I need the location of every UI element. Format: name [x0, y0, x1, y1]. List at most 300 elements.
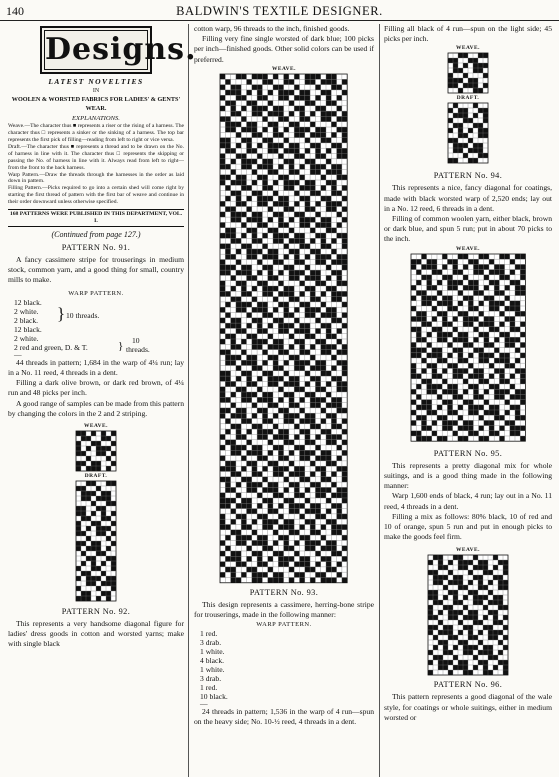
riser-cell — [263, 540, 268, 545]
riser-cell — [453, 68, 458, 73]
riser-cell — [326, 217, 331, 222]
riser-cell — [252, 249, 257, 254]
riser-cell — [242, 243, 247, 248]
riser-cell — [252, 296, 257, 301]
explanation-warp: Warp Pattern.—Draw the threads through the harnesses in the order as laid down in pattern. — [8, 171, 184, 185]
riser-cell — [321, 243, 326, 248]
riser-cell — [484, 410, 489, 415]
riser-cell — [300, 514, 305, 519]
riser-cell — [295, 318, 300, 323]
riser-cell — [342, 259, 347, 264]
riser-cell — [468, 425, 473, 430]
riser-cell — [305, 556, 310, 561]
riser-cell — [326, 461, 331, 466]
riser-cell — [242, 514, 247, 519]
riser-cell — [242, 339, 247, 344]
riser-cell — [300, 323, 305, 328]
riser-cell — [242, 180, 247, 185]
riser-cell — [332, 402, 337, 407]
riser-cell — [473, 78, 478, 83]
riser-cell — [515, 306, 520, 311]
riser-cell — [252, 424, 257, 429]
riser-cell — [452, 259, 457, 264]
riser-cell — [498, 595, 503, 600]
riser-cell — [428, 560, 433, 565]
riser-cell — [236, 503, 241, 508]
riser-cell — [448, 580, 453, 585]
riser-cell — [326, 228, 331, 233]
riser-cell — [220, 153, 225, 158]
riser-cell — [236, 471, 241, 476]
riser-cell — [289, 577, 294, 582]
riser-cell — [252, 254, 257, 259]
riser-cell — [428, 610, 433, 615]
riser-cell — [247, 477, 252, 482]
riser-cell — [236, 201, 241, 206]
riser-cell — [247, 487, 252, 492]
riser-cell — [321, 259, 326, 264]
riser-cell — [284, 286, 289, 291]
riser-cell — [342, 291, 347, 296]
riser-cell — [236, 387, 241, 392]
riser-cell — [452, 430, 457, 435]
riser-cell — [300, 445, 305, 450]
riser-cell — [468, 300, 473, 305]
riser-cell — [498, 575, 503, 580]
riser-cell — [321, 365, 326, 370]
riser-cell — [478, 415, 483, 420]
riser-cell — [478, 347, 483, 352]
pattern-95-body-3: Filling a mix as follows: 80% black, 10 of red and 10 of orange, spun 5 run and put in enough picks to make the goods feel firm. — [384, 511, 552, 542]
riser-cell — [337, 530, 342, 535]
riser-cell — [428, 650, 433, 655]
riser-cell — [111, 586, 116, 591]
riser-cell — [316, 270, 321, 275]
riser-cell — [268, 286, 273, 291]
riser-cell — [463, 118, 468, 123]
riser-cell — [263, 201, 268, 206]
riser-cell — [268, 392, 273, 397]
riser-cell — [300, 577, 305, 582]
riser-cell — [279, 222, 284, 227]
riser-cell — [442, 332, 447, 337]
riser-cell — [289, 148, 294, 153]
riser-cell — [220, 514, 225, 519]
riser-cell — [300, 387, 305, 392]
riser-cell — [242, 397, 247, 402]
riser-cell — [310, 169, 315, 174]
riser-cell — [463, 53, 468, 58]
riser-cell — [226, 440, 231, 445]
riser-cell — [279, 387, 284, 392]
riser-cell — [421, 399, 426, 404]
riser-cell — [520, 342, 525, 347]
riser-cell — [489, 373, 494, 378]
riser-cell — [263, 265, 268, 270]
riser-cell — [503, 570, 508, 575]
riser-cell — [342, 79, 347, 84]
riser-cell — [447, 306, 452, 311]
pattern-94-weave-label: WEAVE. — [455, 245, 481, 252]
riser-cell — [458, 555, 463, 560]
riser-cell — [432, 269, 437, 274]
riser-cell — [263, 519, 268, 524]
riser-cell — [236, 323, 241, 328]
riser-cell — [273, 201, 278, 206]
riser-cell — [231, 487, 236, 492]
riser-cell — [236, 281, 241, 286]
riser-cell — [411, 430, 416, 435]
riser-cell — [101, 526, 106, 531]
riser-cell — [411, 363, 416, 368]
riser-cell — [473, 394, 478, 399]
riser-cell — [263, 312, 268, 317]
riser-cell — [268, 79, 273, 84]
riser-cell — [258, 551, 263, 556]
riser-cell — [498, 630, 503, 635]
riser-cell — [468, 645, 473, 650]
riser-cell — [483, 108, 488, 113]
riser-cell — [305, 180, 310, 185]
riser-cell — [101, 496, 106, 501]
riser-cell — [332, 567, 337, 572]
riser-cell — [76, 576, 81, 581]
riser-cell — [305, 312, 310, 317]
pattern-93-draft-label: DRAFT. — [456, 95, 480, 102]
riser-cell — [236, 365, 241, 370]
riser-cell — [337, 201, 342, 206]
riser-cell — [226, 334, 231, 339]
riser-cell — [503, 615, 508, 620]
riser-cell — [300, 217, 305, 222]
riser-cell — [220, 498, 225, 503]
riser-cell — [458, 123, 463, 128]
riser-cell — [337, 424, 342, 429]
riser-cell — [452, 269, 457, 274]
riser-cell — [231, 275, 236, 280]
riser-cell — [442, 337, 447, 342]
riser-cell — [86, 516, 91, 521]
riser-cell — [305, 418, 310, 423]
riser-cell — [442, 254, 447, 259]
riser-cell — [332, 530, 337, 535]
riser-cell — [442, 425, 447, 430]
riser-cell — [263, 243, 268, 248]
riser-cell — [236, 296, 241, 301]
riser-cell — [443, 585, 448, 590]
riser-cell — [242, 95, 247, 100]
riser-cell — [258, 143, 263, 148]
riser-cell — [111, 561, 116, 566]
riser-cell — [310, 392, 315, 397]
riser-cell — [447, 332, 452, 337]
riser-cell — [448, 83, 453, 88]
riser-cell — [432, 285, 437, 290]
riser-cell — [321, 487, 326, 492]
riser-cell — [310, 440, 315, 445]
riser-cell — [295, 365, 300, 370]
riser-cell — [106, 456, 111, 461]
riser-cell — [321, 418, 326, 423]
riser-cell — [81, 541, 86, 546]
pattern-93-weave-label: WEAVE. — [455, 45, 481, 52]
riser-cell — [468, 352, 473, 357]
riser-cell — [300, 360, 305, 365]
riser-cell — [337, 222, 342, 227]
riser-cell — [448, 650, 453, 655]
riser-cell — [295, 530, 300, 535]
riser-cell — [316, 127, 321, 132]
riser-cell — [81, 461, 86, 466]
riser-cell — [231, 190, 236, 195]
riser-cell — [448, 590, 453, 595]
riser-cell — [421, 337, 426, 342]
riser-cell — [252, 318, 257, 323]
riser-cell — [484, 337, 489, 342]
riser-cell — [242, 270, 247, 275]
pattern-95-weave-grid — [427, 554, 509, 676]
riser-cell — [273, 84, 278, 89]
brace-label: 10 — [132, 335, 140, 345]
riser-cell — [258, 84, 263, 89]
riser-cell — [447, 389, 452, 394]
riser-cell — [231, 100, 236, 105]
riser-cell — [432, 363, 437, 368]
riser-cell — [289, 143, 294, 148]
riser-cell — [463, 295, 468, 300]
riser-cell — [252, 508, 257, 513]
riser-cell — [252, 402, 257, 407]
riser-cell — [499, 378, 504, 383]
riser-cell — [473, 575, 478, 580]
riser-cell — [321, 90, 326, 95]
riser-cell — [300, 90, 305, 95]
riser-cell — [448, 630, 453, 635]
riser-cell — [226, 265, 231, 270]
riser-cell — [273, 540, 278, 545]
riser-cell — [332, 312, 337, 317]
riser-cell — [226, 233, 231, 238]
riser-cell — [310, 397, 315, 402]
riser-cell — [305, 455, 310, 460]
riser-cell — [332, 270, 337, 275]
riser-cell — [279, 551, 284, 556]
riser-cell — [231, 508, 236, 513]
riser-cell — [231, 180, 236, 185]
riser-cell — [488, 570, 493, 575]
riser-cell — [332, 122, 337, 127]
riser-cell — [236, 344, 241, 349]
riser-cell — [326, 169, 331, 174]
riser-cell — [226, 249, 231, 254]
riser-cell — [478, 620, 483, 625]
riser-cell — [499, 300, 504, 305]
pattern-91-intro: A fancy cassimere stripe for trouserings in medium stock, common yarn, and a good thing for small, country mills to make. — [8, 255, 184, 285]
riser-cell — [342, 440, 347, 445]
warp-line: 2 white. — [14, 306, 39, 316]
riser-cell — [86, 581, 91, 586]
riser-cell — [279, 318, 284, 323]
riser-cell — [220, 212, 225, 217]
riser-cell — [510, 430, 515, 435]
riser-cell — [504, 352, 509, 357]
riser-cell — [247, 418, 252, 423]
riser-cell — [458, 347, 463, 352]
riser-cell — [263, 466, 268, 471]
riser-cell — [489, 342, 494, 347]
riser-cell — [342, 206, 347, 211]
riser-cell — [305, 100, 310, 105]
riser-cell — [326, 498, 331, 503]
riser-cell — [337, 95, 342, 100]
riser-cell — [268, 312, 273, 317]
riser-cell — [289, 381, 294, 386]
riser-cell — [416, 404, 421, 409]
riser-cell — [493, 615, 498, 620]
riser-cell — [458, 560, 463, 565]
patterns-banner: 168 PATTERNS WERE PUBLISHED IN THIS DEPARTMENT, VOL. I. — [8, 209, 184, 227]
riser-cell — [326, 434, 331, 439]
riser-cell — [300, 132, 305, 137]
riser-cell — [326, 413, 331, 418]
riser-cell — [478, 68, 483, 73]
riser-cell — [258, 471, 263, 476]
riser-cell — [310, 577, 315, 582]
riser-cell — [463, 585, 468, 590]
riser-cell — [268, 143, 273, 148]
riser-cell — [305, 450, 310, 455]
riser-cell — [437, 332, 442, 337]
riser-cell — [326, 381, 331, 386]
riser-cell — [332, 164, 337, 169]
riser-cell — [242, 159, 247, 164]
riser-cell — [499, 425, 504, 430]
riser-cell — [279, 84, 284, 89]
riser-cell — [289, 164, 294, 169]
riser-cell — [478, 123, 483, 128]
riser-cell — [421, 295, 426, 300]
riser-cell — [342, 487, 347, 492]
riser-cell — [231, 318, 236, 323]
riser-cell — [316, 153, 321, 158]
riser-cell — [321, 127, 326, 132]
riser-cell — [295, 471, 300, 476]
riser-cell — [236, 424, 241, 429]
riser-cell — [258, 74, 263, 79]
riser-cell — [226, 196, 231, 201]
riser-cell — [268, 567, 273, 572]
riser-cell — [111, 441, 116, 446]
riser-cell — [252, 286, 257, 291]
riser-cell — [421, 420, 426, 425]
riser-cell — [220, 413, 225, 418]
riser-cell — [332, 540, 337, 545]
riser-cell — [289, 376, 294, 381]
riser-cell — [447, 410, 452, 415]
riser-cell — [411, 352, 416, 357]
riser-cell — [332, 79, 337, 84]
riser-cell — [421, 404, 426, 409]
riser-cell — [433, 635, 438, 640]
riser-cell — [263, 524, 268, 529]
riser-cell — [468, 625, 473, 630]
riser-cell — [284, 95, 289, 100]
riser-cell — [316, 296, 321, 301]
riser-cell — [284, 556, 289, 561]
riser-cell — [316, 190, 321, 195]
riser-cell — [432, 295, 437, 300]
riser-cell — [473, 259, 478, 264]
riser-cell — [284, 455, 289, 460]
riser-cell — [252, 74, 257, 79]
riser-cell — [273, 233, 278, 238]
riser-cell — [220, 159, 225, 164]
riser-cell — [494, 306, 499, 311]
riser-cell — [284, 328, 289, 333]
riser-cell — [91, 541, 96, 546]
riser-cell — [326, 402, 331, 407]
riser-cell — [473, 316, 478, 321]
riser-cell — [483, 645, 488, 650]
riser-cell — [247, 535, 252, 540]
warp-line: 10 black. — [200, 692, 228, 702]
riser-cell — [321, 371, 326, 376]
riser-cell — [273, 180, 278, 185]
riser-cell — [484, 332, 489, 337]
riser-cell — [310, 79, 315, 84]
column-rule — [188, 24, 189, 777]
riser-cell — [468, 373, 473, 378]
riser-cell — [289, 228, 294, 233]
riser-cell — [332, 100, 337, 105]
riser-cell — [426, 425, 431, 430]
riser-cell — [231, 323, 236, 328]
riser-cell — [337, 328, 342, 333]
riser-cell — [242, 153, 247, 158]
riser-cell — [342, 90, 347, 95]
riser-cell — [421, 254, 426, 259]
riser-cell — [236, 307, 241, 312]
riser-cell — [310, 111, 315, 116]
riser-cell — [247, 334, 252, 339]
riser-cell — [468, 118, 473, 123]
riser-cell — [252, 148, 257, 153]
riser-cell — [442, 316, 447, 321]
riser-cell — [289, 275, 294, 280]
riser-cell — [96, 461, 101, 466]
riser-cell — [463, 605, 468, 610]
riser-cell — [310, 180, 315, 185]
riser-cell — [247, 254, 252, 259]
pattern-93-continued: Filling all black of 4 run—spun on the light side; 45 picks per inch. — [384, 24, 552, 44]
riser-cell — [520, 311, 525, 316]
riser-cell — [510, 373, 515, 378]
riser-cell — [96, 566, 101, 571]
riser-cell — [473, 600, 478, 605]
riser-cell — [426, 264, 431, 269]
riser-cell — [453, 138, 458, 143]
riser-cell — [316, 148, 321, 153]
riser-cell — [326, 222, 331, 227]
riser-cell — [226, 228, 231, 233]
riser-cell — [458, 280, 463, 285]
riser-cell — [326, 148, 331, 153]
riser-cell — [337, 275, 342, 280]
riser-cell — [468, 590, 473, 595]
riser-cell — [106, 581, 111, 586]
riser-cell — [337, 508, 342, 513]
riser-cell — [242, 540, 247, 545]
